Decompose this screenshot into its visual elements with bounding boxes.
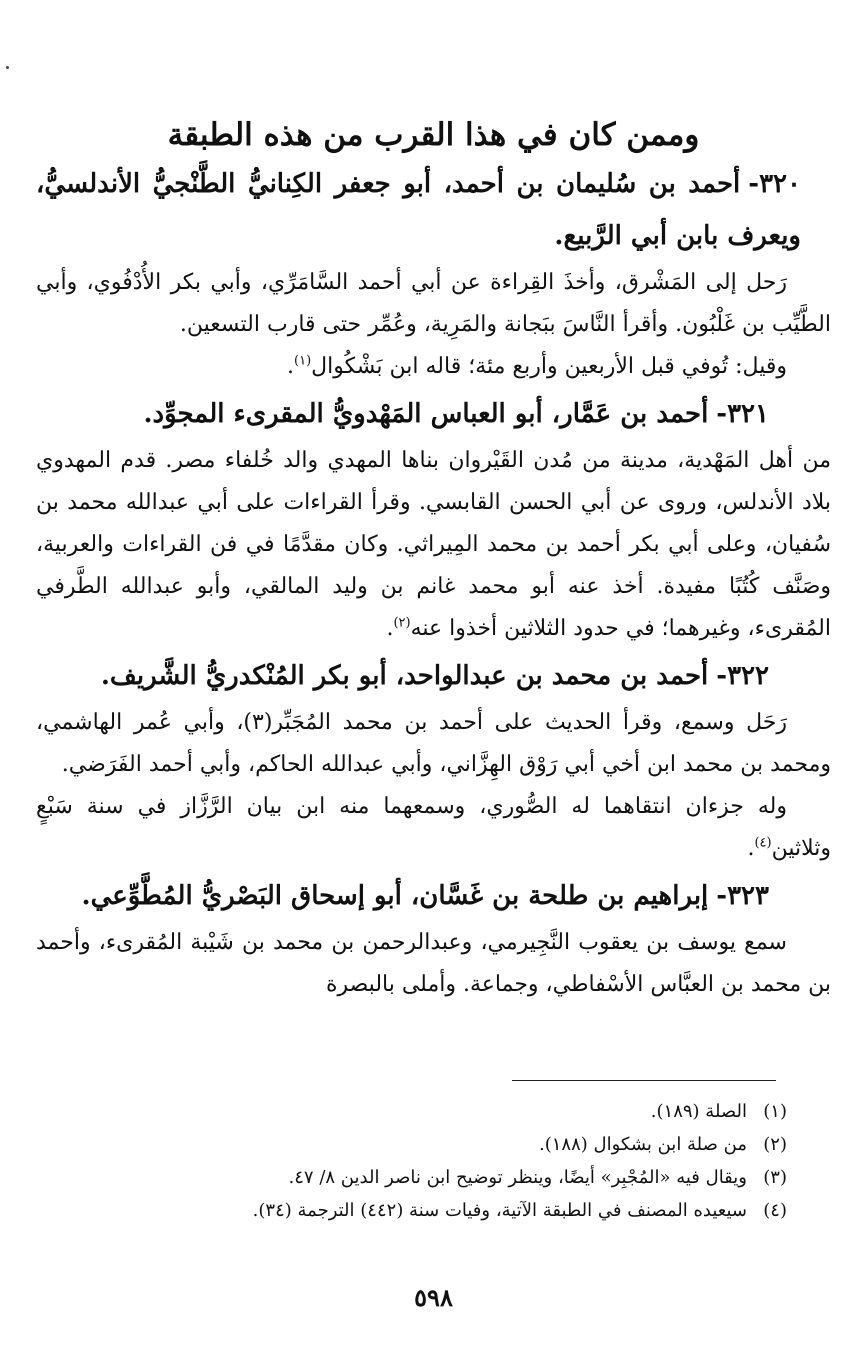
footnote — [70, 1095, 787, 1128]
entry-paragraph — [36, 262, 831, 346]
entry-title — [36, 650, 831, 702]
section-heading: وممن كان في هذا القرب من هذه الطبقة — [167, 116, 700, 153]
entry-paragraph: من أهل المَهْدية، مدينة من مُدن القَيْروان بناها المهدي والد خُلفاء مصر. قدم المهدوي بلاد الأندلس، وروى عن أبي الحسن القابسي. وقرأ القراءات على أبي عبدالله محمد بن سُفيان، وعلى أبي بكر أحمد بن محمد المِيراثي. وكان مقدَّمًا في فن القراءات والعربية، وصَنَّف كُتُبًا مفيدة. أخذ عنه أبو محمد غانم بن وليد المالقي، وأبو عبدالله الطَّرفي المُقرىء، وغيرهما؛ في حدود الثلاثين أخذوا عنه$^{(٢)}$. — [36, 448, 831, 641]
entry-number: ٣٢٠- — [748, 169, 801, 199]
entry-number: ٣٢٢- — [716, 661, 769, 691]
main-text — [36, 158, 831, 1006]
paragraph-text: رَحَل وسمع، وقرأ الحديث على أحمد بن محمد المُجَبِّر(٣)، وأبي عُمر الهاشمي، ومحمد بن محمد ابن أخي أبي رَوْق الهِزَّاني، وأبي عبدالله الحاكم، وأبي أحمد الفَرَضي. — [36, 710, 831, 777]
footnote-number: (١) — [763, 1101, 787, 1122]
footnote-text: ويقال فيه «المُجْبِر» أيضًا، وينظر توضيح ابن ناصر الدين ٨/ ٤٧. — [288, 1167, 747, 1188]
entry-title — [36, 870, 831, 922]
paragraph-text: من أهل المَهْدية، مدينة من مُدن القَيْروان بناها المهدي والد خُلفاء مصر. قدم المهدوي بلاد الأندلس، وروى عن أبي الحسن القابسي. وقرأ القراءات على أبي عبدالله محمد بن سُفيان، وعلى أبي بكر أحمد بن محمد المِيراثي. وكان مقدَّمًا في فن القراءات والعربية، وصَنَّف كُتُبًا مفيدة. أخذ عنه أبو محمد غانم بن وليد المالقي، وأبو عبدالله الطَّرفي المُقرىء، وغيرهما؛ في حدود الثلاثين أخذوا عنه — [36, 448, 831, 641]
footnote-separator — [512, 1080, 776, 1081]
footnote — [70, 1194, 787, 1227]
entry-name: إبراهيم بن طلحة بن غَسَّان، أبو إسحاق البَصْريُّ المُطَّوِّعي. — [81, 881, 709, 911]
footnote-number: (٣) — [763, 1167, 787, 1188]
footnote-number: (٤) — [763, 1200, 787, 1221]
footnote-marker: (٤) — [754, 835, 772, 851]
footnote-text: سيعيده المصنف في الطبقة الآتية، وفيات سنة (٤٤٢) الترجمة (٣٤). — [252, 1200, 747, 1221]
entry-paragraph: وله جزءان انتقاهما له الصُّوري، وسمعهما منه ابن بيان الرَّزَّاز في سنة سَبْعٍ وثلاثين$^{(٤)}$. — [36, 794, 831, 861]
entry-name: أحمد بن سُليمان بن أحمد، أبو جعفر الكِنانيُّ الطَّنْجيُّ الأندلسيُّ، ويعرف بابن أبي الرَّبيع. — [36, 169, 801, 251]
entry-name: أحمد بن محمد بن عبدالواحد، أبو بكر المُنْكدريُّ الشَّريف. — [100, 661, 709, 691]
entry-paragraph — [36, 922, 831, 1006]
page-number: ٥٩٨ — [414, 1283, 453, 1312]
footnote — [70, 1161, 787, 1194]
entry-paragraph: وقيل: تُوفي قبل الأربعين وأربع مئة؛ قاله ابن بَشْكُوال$^{(١)}$. — [287, 353, 787, 379]
footnote-number: (٢) — [763, 1134, 787, 1155]
footnote-marker: (٢) — [393, 615, 411, 631]
entry-name: أحمد بن عَمَّار، أبو العباس المَهْدويُّ المقرىء المجوِّد. — [143, 399, 709, 429]
entry-paragraph — [36, 702, 831, 786]
footnote — [70, 1128, 787, 1161]
footnote-text: من صلة ابن بشكوال (١٨٨). — [538, 1134, 747, 1155]
paragraph-text: رَحل إلى المَشْرق، وأخذَ القِراءة عن أبي أحمد السَّامَرِّي، وأبي بكر الأُدْفُوي، وأبي الطَّيِّب بن غَلْبُون. وأقرأ النَّاسَ ببَجانة والمَرِية، وعُمِّر حتى قارب التسعين. — [36, 270, 831, 337]
paragraph-text: وله جزءان انتقاهما له الصُّوري، وسمعهما منه ابن بيان الرَّزَّاز في سنة سَبْعٍ وثلاثين — [36, 794, 831, 861]
entry-number: ٣٢١- — [716, 399, 769, 429]
entry-number: ٣٢٣- — [716, 881, 769, 911]
entry-title — [36, 388, 831, 440]
footnote-text: الصلة (١٨٩). — [650, 1101, 747, 1122]
footnotes — [70, 1095, 787, 1227]
scan-speck — [6, 66, 9, 69]
footnote-marker: (١) — [294, 353, 312, 369]
paragraph-text: سمع يوسف بن يعقوب النَّجِيرمي، وعبدالرحمن بن محمد بن شَيْبة المُقرىء، وأحمد بن محمد بن العبَّاس الأسْفاطي، وجماعة. وأملى بالبصرة — [36, 930, 831, 997]
paragraph-text: وقيل: تُوفي قبل الأربعين وأربع مئة؛ قاله ابن بَشْكُوال — [311, 354, 787, 379]
entry-title — [36, 158, 831, 262]
